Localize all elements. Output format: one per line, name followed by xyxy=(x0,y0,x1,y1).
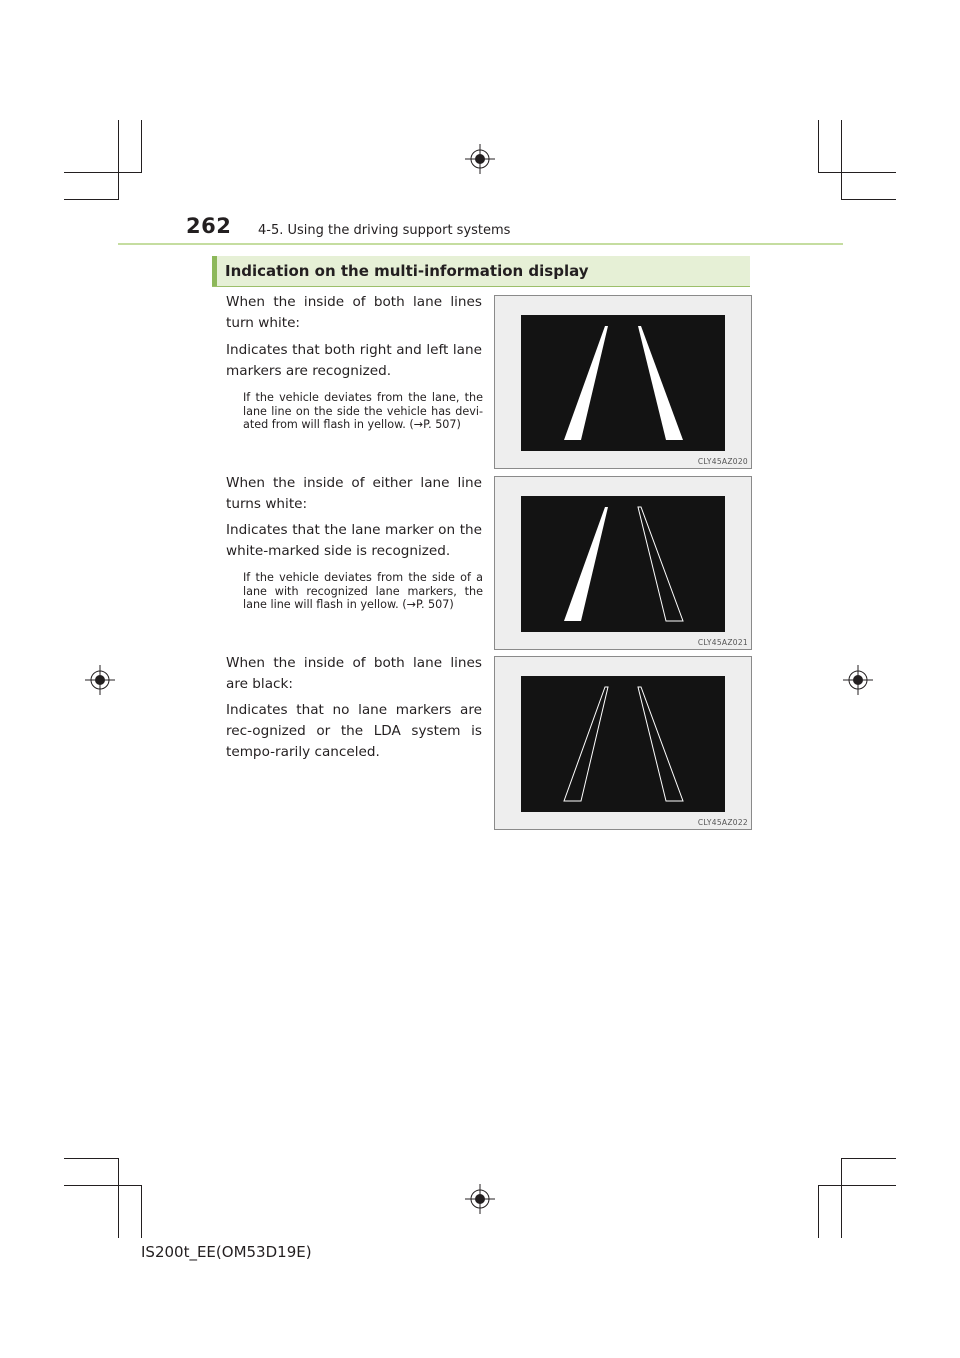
lane-lines-icon xyxy=(521,676,725,812)
crop-mark xyxy=(818,1185,819,1238)
registration-mark-icon xyxy=(465,1184,495,1214)
crop-mark xyxy=(818,172,896,173)
item-meaning: Indicates that the lane marker on the white-marked side is recognized. xyxy=(226,522,482,559)
crop-mark xyxy=(118,120,119,200)
item-note: If the vehicle deviates from the lane, the lane line on the side the vehicle has devi-ated from will flash in yellow. (→P. 507) xyxy=(243,391,483,431)
heading-text: Indication on the multi-information display xyxy=(225,262,589,280)
display-screen xyxy=(521,496,725,632)
crop-mark xyxy=(118,1158,119,1238)
section-title: 4-5. Using the driving support systems xyxy=(258,223,511,238)
lane-lines-icon xyxy=(521,496,725,632)
crop-mark xyxy=(841,120,842,200)
lane-display-figure xyxy=(494,295,752,469)
item-note: If the vehicle deviates from the side of a lane with recognized lane markers, the lane line will flash in yellow. (→P. 507) xyxy=(243,571,483,611)
crop-mark xyxy=(841,199,896,200)
heading-accent-bar xyxy=(212,256,217,286)
registration-mark-icon xyxy=(85,665,115,695)
item-meaning: Indicates that no lane markers are rec-ognized or the LDA system is tempo-rarily canceled. xyxy=(226,702,482,760)
crop-mark xyxy=(64,1185,142,1186)
crop-mark xyxy=(818,120,819,173)
crop-mark xyxy=(64,1158,119,1159)
item-condition: When the inside of both lane lines turn white: xyxy=(226,294,482,331)
crop-mark xyxy=(841,1158,896,1159)
item-condition: When the inside of either lane line turns white: xyxy=(226,475,482,512)
crop-mark xyxy=(818,1185,896,1186)
section-heading xyxy=(212,256,750,287)
header-rule xyxy=(118,243,843,245)
crop-mark xyxy=(64,172,142,173)
crop-mark xyxy=(141,120,142,172)
lane-display-figure xyxy=(494,476,752,650)
crop-mark xyxy=(64,199,119,200)
figure-code: CLY45AZ021 xyxy=(697,638,748,647)
figure-code: CLY45AZ020 xyxy=(697,457,748,466)
document-code: IS200t_EE(OM53D19E) xyxy=(141,1243,312,1261)
crop-mark xyxy=(841,1158,842,1238)
item-condition: When the inside of both lane lines are black: xyxy=(226,655,482,692)
item-meaning: Indicates that both right and left lane markers are recognized. xyxy=(226,342,482,379)
display-screen xyxy=(521,676,725,812)
registration-mark-icon xyxy=(843,665,873,695)
display-screen xyxy=(521,315,725,451)
crop-mark xyxy=(141,1185,142,1238)
figure-code: CLY45AZ022 xyxy=(697,818,748,827)
lane-display-figure xyxy=(494,656,752,830)
lane-lines-icon xyxy=(521,315,725,451)
registration-mark-icon xyxy=(465,144,495,174)
page-number: 262 xyxy=(186,214,232,238)
